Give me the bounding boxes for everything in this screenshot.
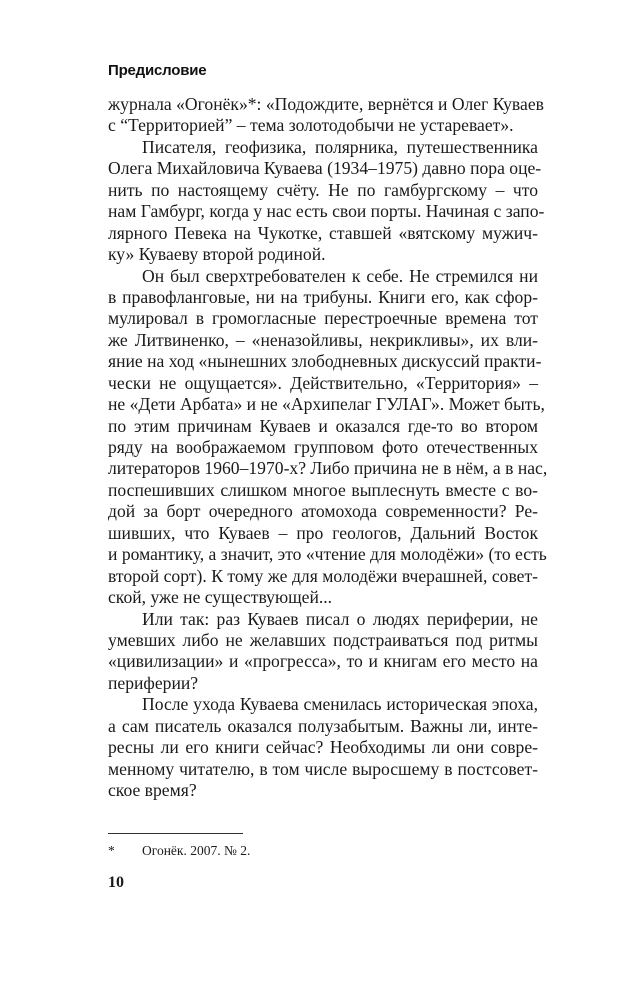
- text-line: поспешивших слишком многое выплеснуть вместе с во-: [108, 479, 538, 500]
- paragraph: [108, 94, 544, 137]
- footnote-text: Огонёк. 2007. № 2.: [142, 843, 251, 858]
- footnote-mark: *: [108, 843, 115, 858]
- text-line: лярного Певека на Чукотке, ставшей «вятскому мужич-: [108, 222, 538, 243]
- text-line: по этим причинам Куваев и оказался где-то во втором: [108, 415, 538, 436]
- text-line: Он был сверхтребователен к себе. Не стремился ни: [142, 265, 538, 286]
- text-line: «цивилизации» и «прогресса», то и книгам его место на: [108, 651, 538, 672]
- text-line: Писателя, геофизика, полярника, путешественника: [142, 136, 538, 157]
- text-line: шивших, что Куваев – про геологов, Дальний Восток: [108, 522, 538, 543]
- text-line: и романтику, а значит, это «чтение для молодёжи» (то есть: [108, 544, 547, 565]
- text-line: чески не ощущается». Действительно, «Территория» –: [108, 372, 538, 393]
- text-line: ское время?: [108, 780, 197, 800]
- text-line: с “Территорией” – тема золотодобычи не устаревает».: [108, 115, 514, 136]
- text-line: яние на ход «нынешних злободневных дискуссий практи-: [108, 351, 542, 372]
- text-line: ресны ли его книги сейчас? Необходимы ли они совре-: [108, 737, 538, 758]
- paragraph: [108, 609, 538, 695]
- running-header: Предисловие: [108, 62, 207, 79]
- text-line: а сам писатель оказался полузабытым. Важны ли, инте-: [108, 715, 538, 736]
- body-text: [108, 94, 548, 801]
- text-line: нам Гамбург, когда у нас есть свои порты. Начиная с запо-: [108, 201, 545, 222]
- text-line: литераторов 1960–1970-х? Либо причина не в нём, а в нас,: [108, 458, 548, 479]
- page-number: 10: [108, 874, 124, 891]
- footnote: [108, 843, 250, 859]
- text-line: же Литвиненко, – «неназойливы, некрикливы», их вли-: [108, 329, 538, 350]
- text-line: менному читателю, в том числе выросшему в постсовет-: [108, 758, 538, 779]
- text-line: Или так: раз Куваев писал о людях периферии, не: [142, 608, 538, 629]
- text-line: Олега Михайловича Куваева (1934–1975) давно пора оце-: [108, 158, 542, 179]
- paragraph: [108, 265, 548, 609]
- text-line: нить по настоящему счёту. Не по гамбургскому – что: [108, 179, 538, 200]
- text-line: не «Дети Арбата» и не «Архипелаг ГУЛАГ». Может быть,: [108, 394, 545, 415]
- text-line: в правофланговые, ни на трибуны. Книги его, как сфор-: [108, 286, 538, 307]
- paragraph: [108, 694, 538, 801]
- text-line: ку» Куваеву второй родиной.: [108, 244, 326, 265]
- text-line: второй сорт). К тому же для молодёжи вчерашней, совет-: [108, 565, 538, 586]
- text-line: умевших либо не желавших подстраиваться под ритмы: [108, 629, 538, 650]
- text-line: дой за борт очередного атомохода современности? Ре-: [108, 501, 538, 522]
- text-line: ской, уже не существующей...: [108, 587, 333, 608]
- text-line: ряду на воображаемом групповом фото отечественных: [108, 437, 538, 457]
- footnote-divider: [108, 833, 243, 834]
- text-line: После ухода Куваева сменилась историческая эпоха,: [142, 694, 538, 715]
- text-line: периферии?: [108, 672, 199, 693]
- text-line: мулировал в громогласные перестроечные времена тот: [108, 308, 538, 329]
- text-line: журнала «Огонёк»*: «Подождите, вернётся и Олег Куваев: [108, 94, 544, 114]
- paragraph: [108, 136, 545, 266]
